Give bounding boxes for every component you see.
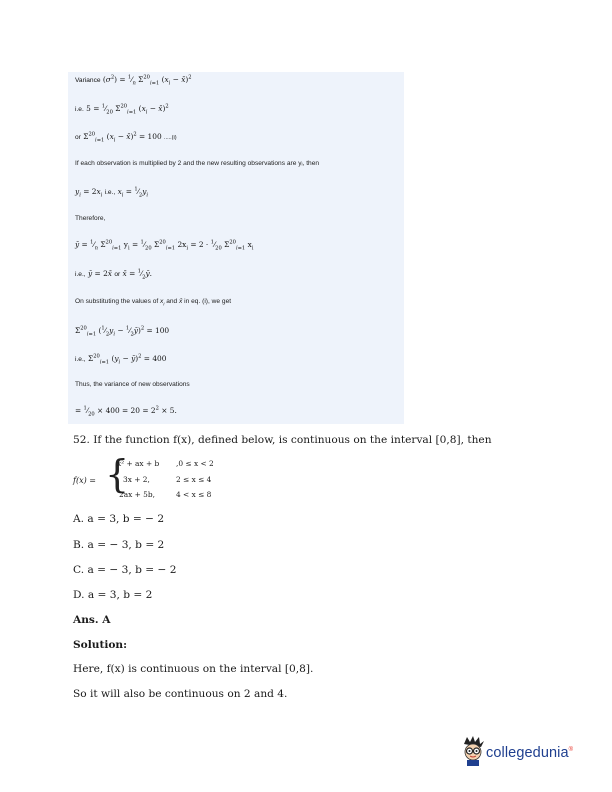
option-d: D. a = 3, b = 2 [73, 589, 153, 601]
piece-1-expr: x² + ax + b [117, 459, 160, 468]
brand-name: collegedunia® [486, 745, 574, 761]
panel-line-variance: Variance $(\sigma^2)$ = $^1⁄_n$ $\Sigma^{20}_{i=1}$ ($x_i$ − x̄)$^2$ [75, 74, 192, 87]
panel-line-5: $y_i = 2x_i$ i.e., $x_i$ = $^1⁄_2y_i$ [75, 186, 149, 199]
panel-line-10: $\Sigma^{20}_{i=1}$ ($^1⁄_2y_i$ − $^1⁄_2ȳ)^2 = 100$ [75, 325, 170, 338]
panel-line-12: Thus, the variance of new observations [75, 381, 190, 388]
panel-line-6: Therefore, [75, 215, 106, 222]
piece-3-expr: 2ax + 5b, [119, 490, 155, 499]
answer-label: Ans. A [73, 614, 111, 626]
piece-3-cond: 4 < x ≤ 8 [176, 490, 212, 499]
panel-line-3: or $\Sigma^{20}_{i=1}$ ($x_i$ − x̄)$^2$ = 100 .....(i) [75, 131, 177, 144]
panel-line-9: On substituting the values of $x_i$ and x̄ in eq. (i), we get [75, 298, 232, 307]
panel-line-4: If each observation is multiplied by 2 and the new resulting observations are yᵢ, then [75, 160, 320, 167]
solution-line-1: Here, f(x) is continuous on the interval [0,8]. [73, 663, 314, 675]
solution-line-2: So it will also be continuous on 2 and 4. [73, 688, 288, 700]
option-b: B. a = − 3, b = 2 [73, 539, 165, 551]
fx-label: f(x) = [73, 476, 96, 485]
piece-1-cond: ,0 ≤ x < 2 [176, 459, 214, 468]
piece-2-cond: 2 ≤ x ≤ 4 [176, 475, 212, 484]
mascot-icon [458, 735, 488, 767]
panel-line-7: ȳ = $^1⁄_n$ $\Sigma^{20}_{i=1}$ $y_i$ = $^1⁄_{20}$ $\Sigma^{20}_{i=1}$ $2x_i = 2$ · $^1⁄_{20}$ $\Sigma^{20}_{i=1}$ $x_i$ [75, 239, 254, 252]
question-text: 52. If the function f(x), defined below, is continuous on the interval [0,8], then [73, 434, 492, 446]
option-a: A. a = 3, b = − 2 [73, 513, 165, 525]
piece-2-expr: 3x + 2, [123, 475, 150, 484]
solution-heading: Solution: [73, 639, 128, 651]
panel-line-2: i.e. $5 = ^1⁄_{20}$ $\Sigma^{20}_{i=1}$ ($x_i$ − x̄)$^2$ [75, 103, 169, 116]
option-c: C. a = − 3, b = − 2 [73, 564, 177, 576]
panel-line-11: i.e., $\Sigma^{20}_{i=1}$ ($y_i$ − ȳ)$^2$ = 400 [75, 353, 167, 366]
panel-line-13: = $^1⁄_{20} \times 400 = 20 = 2^2 \times 5$. [75, 405, 177, 418]
panel-line-8: i.e., ȳ = 2x̄ or x̄ = $^1⁄_2ȳ$. [75, 268, 152, 281]
piecewise-brace: { [105, 452, 130, 496]
